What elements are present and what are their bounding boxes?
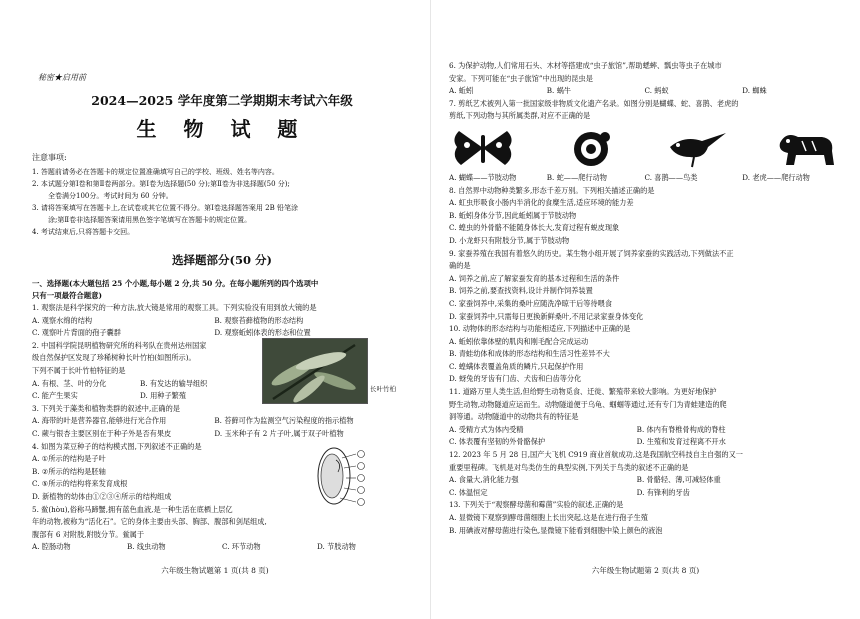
- question-2: [32, 340, 257, 403]
- question-12-stem: 12. 2023 年 5 月 28 日,国产大飞机 C919 商业首航成功,这是我国航空科技自主自强的又一: [449, 450, 743, 460]
- bean-seed-diagram: [312, 444, 374, 508]
- question-12-stem: 重要里程碑。飞机是对鸟类仿生的典型实例,下列关于鸟类的叙述不正确的是: [449, 462, 689, 472]
- option-d: D. 玉米种子有 2 片子叶,属于双子叶植物: [214, 428, 344, 438]
- option-a: A. 海带的叶是营养器官,能够进行光合作用: [32, 416, 167, 426]
- butterfly-paper-cut-icon: [449, 127, 517, 169]
- option-b: B. 有发达的输导组织: [140, 378, 208, 388]
- option-b: B. 体内有脊椎骨构成的脊柱: [636, 424, 726, 434]
- option-a: A. 蚯蚓: [449, 86, 474, 96]
- option-d: D. 节肢动物: [317, 542, 356, 552]
- question-7-stem: 剪纸,下列动物与其所属类群,对应不正确的是: [449, 111, 591, 121]
- question-9-option-c: C. 家蚕饲养中,采集的桑叶应随洗净晾干后等待喂食: [449, 298, 613, 308]
- note-line: 涂;第Ⅱ卷非选择题答案请用黑色签字笔填写在答题卡的规定位置。: [48, 216, 252, 224]
- tiger-paper-cut-icon: [772, 127, 840, 169]
- question-5-stem: 腹部有 6 对附肢,附肢分节。鲎属于: [32, 529, 145, 539]
- question-11-stem: 11. 道路万里人类生活,但给野生动物觅食、迁徙、繁殖带来较大影响。为更好地保护: [449, 387, 717, 397]
- question-11-options: [449, 424, 840, 449]
- question-1-stem: 1. 观察法是科学探究的一种方法,放大镜是常用的观察工具。下列实验没有用到放大镜的是: [32, 303, 317, 312]
- note-line: 1. 答题前请务必在答题卡的规定位置准确填写自己的学校、班级、姓名等内容。: [32, 168, 279, 176]
- option-a: A. 蝴蝶——节肢动物: [449, 172, 517, 182]
- option-d: D. 老虎——爬行动物: [742, 172, 810, 182]
- option-d: D. 生殖和发育过程离不开水: [636, 437, 726, 447]
- question-7-stem: 7. 剪纸艺术被列入第一批国家级非物质文化遗产名录。如图分别是蝴蝶、蛇、喜鹊、老虎的: [449, 98, 739, 108]
- question-7-options: [449, 172, 840, 185]
- question-6-stem: 6. 为保护动物,人们常用石头、木材等搭建成“虫子旅馆”,帮助蟋蟀、瓢虫等虫子在城市: [449, 61, 722, 70]
- part-title: 一、选择题(本大题包括 25 个小题,每小题 2 分,共 50 分。在每小题所列的四个选项中: [32, 279, 319, 288]
- question-6-stem: 安家。下列可能在“虫子旅馆”中出现的昆虫是: [449, 73, 593, 83]
- section-title: 选择题部分(50 分): [172, 253, 272, 267]
- option-a: A. 有根、茎、叶的分化: [32, 378, 107, 388]
- question-8-option-d: D. 小龙虾只有附肢分节,属于节肢动物: [449, 235, 570, 245]
- question-12-options: [449, 474, 840, 499]
- question-8-option-c: C. 蝗虫的外骨骼不能随身体长大,发育过程有蜕皮现象: [449, 223, 620, 233]
- option-b: B. 蜗牛: [546, 86, 571, 96]
- option-c: C. 观察叶片背面的孢子囊群: [32, 328, 121, 338]
- question-9-stem: 9. 家蚕养殖在我国有着悠久的历史。某生物小组开展了饲养家蚕的实践活动,下列做法不正: [449, 248, 734, 258]
- question-13-option-a: A. 显微镜下观察到酵母菌细胞上长出突起,这是在进行孢子生殖: [449, 513, 648, 522]
- option-a: A. 食量大,消化能力强: [449, 475, 519, 485]
- leaf-branch-icon: [263, 339, 367, 403]
- long-leaf-podocarpus-photo: [262, 338, 368, 404]
- question-4-stem: 4. 如图为菜豆种子的结构模式图,下列叙述不正确的是: [32, 441, 202, 451]
- question-2-options: [32, 378, 257, 403]
- option-d: D. 观察蚯蚓体表的形态和位置: [214, 328, 311, 338]
- question-5-options: [32, 541, 412, 554]
- note-line: 2. 本试题分第Ⅰ卷和第Ⅱ卷两部分。第Ⅰ卷为选择题(50 分);第Ⅱ卷为非选择题(50 分);: [32, 180, 290, 188]
- question-8-option-b: B. 蚯蚓身体分节,因此蚯蚓属于节肢动物: [449, 210, 577, 220]
- page-1-footer: 六年级生物试题第 1 页(共 8 页): [161, 566, 269, 575]
- question-2-stem: 级自然保护区发现了珍稀树种长叶竹柏(如图所示)。: [32, 353, 196, 363]
- question-10-option-d: D. 蚜兔的牙齿有门齿、犬齿和臼齿等分化: [449, 374, 582, 384]
- note-line: 3. 请将答案填写在答题卡上,在试卷或其它位置不得分。第Ⅰ卷选择题答案用 2B 铅笔涂: [32, 204, 298, 212]
- note-line: 全卷满分100分。考试时间为 60 分钟。: [48, 192, 173, 200]
- note-line: 4. 考试结束后,只将答题卡交回。: [32, 228, 135, 236]
- photo-caption: 长叶竹柏: [370, 385, 396, 393]
- part-title: 只有一项最符合题意): [32, 291, 103, 300]
- option-d: D. 蜘蛛: [742, 86, 767, 96]
- option-c: C. 体温恒定: [449, 487, 488, 497]
- question-10-option-b: B. 青蛙幼体和成体的形态结构和生活习性差异不大: [449, 349, 610, 359]
- option-d: D. 用种子繁殖: [140, 391, 187, 401]
- option-d: D. 有锋利的牙齿: [636, 487, 690, 497]
- option-b: B. 骨骼轻、薄,可减轻体重: [636, 475, 721, 485]
- question-13-stem: 13. 下列关于“观察酵母菌和霉菌”实验的叙述,正确的是: [449, 500, 624, 510]
- exam-subject-title: 生 物 试 题: [136, 117, 308, 141]
- option-b: B. 观察苔藓植物的形态结构: [214, 315, 304, 325]
- option-a: A. 受精方式为体内受精: [449, 424, 524, 434]
- option-a: A. 腔肠动物: [32, 542, 71, 552]
- question-9-option-d: D. 家蚕饲养中,只需每日更换新鲜桑叶,不用记录家蚕身体变化: [449, 311, 644, 321]
- option-b: B. 苔藓可作为监测空气污染程度的指示植物: [214, 416, 354, 426]
- question-5-stem: 5. 鲎(hòu),俗称马蹄蟹,拥有蓝色血液,是一种生活在底栖上层亿: [32, 504, 233, 514]
- paper-cut-images: [449, 127, 840, 169]
- question-11-stem: 洞等通。动物隧道中的动物共有的特征是: [449, 412, 579, 422]
- question-4-option-b: B. ②所示的结构是胚轴: [32, 466, 106, 476]
- snake-paper-cut-icon: [557, 127, 625, 169]
- option-b: B. 线虫动物: [127, 542, 166, 552]
- question-8-stem: 8. 自然界中动物种类繁多,形态千差万别。下列相关描述正确的是: [449, 185, 655, 195]
- exam-year-title: 2024—2025 学年度第二学期期末考试六年级: [91, 93, 353, 108]
- question-4-option-a: A. ①所示的结构是子叶: [32, 454, 106, 464]
- option-a: A. 观察水绵的结构: [32, 315, 93, 325]
- option-b: B. 蛇——爬行动物: [546, 172, 607, 182]
- question-4-option-c: C. ⑤所示的结构将来发育成根: [32, 479, 128, 489]
- question-2-stem: 2. 中国科学院昆明植物研究所的科考队在贵州达州国家: [32, 340, 207, 350]
- question-10-option-c: C. 蝗螨体表覆盖角质的鳞片,只起保护作用: [449, 361, 584, 371]
- question-8-option-a: A. 虹虫形吸食小肠内半消化的食糜生活,适应环境的能力差: [449, 198, 634, 208]
- notes-title: 注意事项:: [32, 153, 67, 162]
- question-13-option-b: B. 用碘液对酵母菌进行染色,显微镜下能看到细胞中染上颜色的液泡: [449, 525, 663, 535]
- magpie-paper-cut-icon: [664, 127, 732, 169]
- question-9-stem: 确的是: [449, 261, 471, 271]
- option-c: C. 喜鹊——鸟类: [644, 172, 698, 182]
- option-c: C. 环节动物: [222, 542, 261, 552]
- question-9-option-b: B. 饲养之前,要查找资料,设计并制作饲养装置: [449, 286, 593, 296]
- option-c: C. 体表覆有坚韧的外骨骼保护: [449, 437, 546, 447]
- question-6-options: [449, 85, 840, 98]
- option-c: C. 能产生果实: [32, 391, 78, 401]
- option-c: C. 蕨与银杏主要区别在于种子外是否有果皮: [32, 428, 172, 438]
- question-11-stem: 野生动物,动物隧道应运而生。动物隧道便于乌龟、蝈蝈等通过,还有专门为青蛙建造的爬: [449, 399, 727, 409]
- question-10-option-a: A. 蚯蚓依靠体壁的肌肉和刚毛配合完成运动: [449, 336, 589, 346]
- question-5-stem: 年的动物,被称为“活化石”。它的身体主要由头部、胸部、腹部和剑尾组成,: [32, 517, 267, 527]
- secret-label: 秘密★启用前: [38, 73, 86, 82]
- question-10-stem: 10. 动物体的形态结构与功能相适应,下列描述中正确的是: [449, 324, 631, 334]
- question-9-option-a: A. 饲养之前,应了解家蚕发育的基本过程和生活的条件: [449, 273, 620, 283]
- question-4-option-d: D. 新植物的幼体由①②③④所示的结构组成: [32, 491, 172, 501]
- question-1-options: [32, 315, 412, 340]
- option-c: C. 蚂蚁: [644, 86, 669, 96]
- question-3-options: [32, 415, 412, 440]
- question-3-stem: 3. 下列关于藻类和植物类群的叙述中,正确的是: [32, 403, 180, 413]
- page-2-footer: 六年级生物试题第 2 页(共 8 页): [591, 566, 700, 575]
- exam-page-2: [430, 0, 860, 619]
- question-2-stem: 下列不属于长叶竹柏特征的是: [32, 365, 126, 375]
